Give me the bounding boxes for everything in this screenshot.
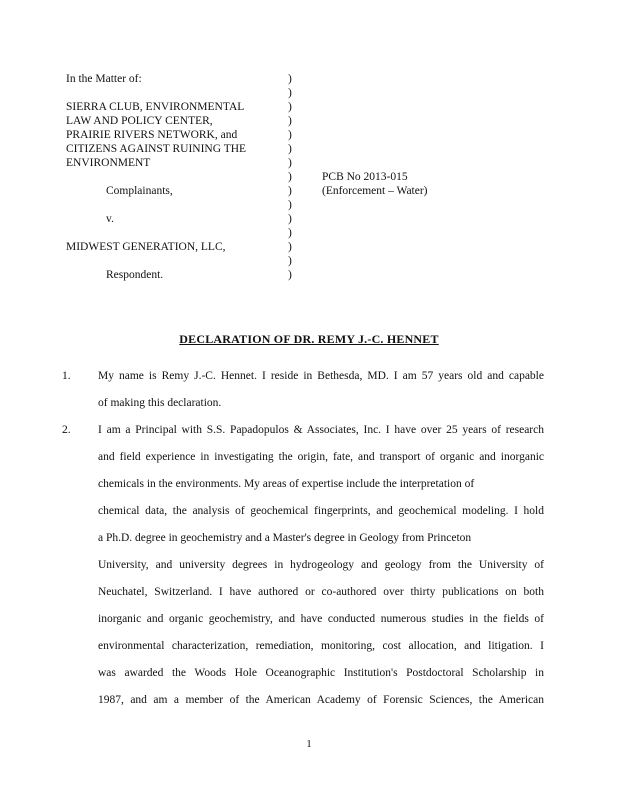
caption-paren: )	[288, 269, 292, 281]
complainant-party: PRAIRIE RIVERS NETWORK, and	[66, 129, 238, 141]
caption-row	[66, 268, 546, 282]
caption-row	[66, 212, 546, 226]
complainant-party: SIERRA CLUB, ENVIRONMENTAL	[66, 101, 245, 113]
versus-label: v.	[106, 213, 114, 225]
caption-paren: )	[288, 171, 292, 183]
caption-row	[66, 128, 546, 142]
body-line: 1987, and am a member of the American Academy of Forensic Sciences, the American	[98, 694, 544, 706]
complainant-party: CITIZENS AGAINST RUINING THE	[66, 143, 247, 155]
caption-paren: )	[288, 185, 292, 197]
body-line: University, and university degrees in hydrogeology and geology from the University of	[98, 559, 544, 571]
caption-row	[66, 114, 546, 128]
caption-paren: )	[288, 227, 292, 239]
caption-paren: )	[288, 157, 292, 169]
page-number: 1	[306, 738, 312, 750]
complainants-label: Complainants,	[106, 185, 173, 197]
caption-row	[66, 156, 546, 170]
paragraph-number: 2.	[62, 424, 71, 436]
caption-paren: )	[288, 199, 292, 211]
caption-row	[66, 86, 546, 100]
caption-row	[66, 198, 546, 212]
complainant-party: LAW AND POLICY CENTER,	[66, 115, 213, 127]
caption-row	[66, 240, 546, 254]
matter-label: In the Matter of:	[66, 73, 142, 85]
caption-paren: )	[288, 255, 292, 267]
caption-paren: )	[288, 115, 292, 127]
respondent-name: MIDWEST GENERATION, LLC,	[66, 241, 226, 253]
caption-paren: )	[288, 73, 292, 85]
caption-row	[66, 226, 546, 240]
complainant-party: ENVIRONMENT	[66, 157, 151, 169]
body-line: inorganic and organic geochemistry, and have conducted numerous studies in the fields of	[98, 613, 544, 625]
body-line: was awarded the Woods Hole Oceanographic Institution's Postdoctoral Scholarship in	[98, 667, 544, 679]
body-line: environmental characterization, remediation, monitoring, cost allocation, and litigation. I	[98, 640, 544, 652]
caption-paren: )	[288, 87, 292, 99]
declaration-title: DECLARATION OF DR. REMY J.-C. HENNET	[179, 332, 439, 346]
body-line: My name is Remy J.-C. Hennet. I reside in Bethesda, MD. I am 57 years old and capable	[98, 370, 544, 382]
caption-row	[66, 184, 546, 198]
caption-row	[66, 254, 546, 268]
caption-paren: )	[288, 213, 292, 225]
body-line: a Ph.D. degree in geochemistry and a Master's degree in Geology from Princeton	[98, 532, 472, 544]
caption-row	[66, 142, 546, 156]
caption-row	[66, 170, 546, 184]
body-line: Neuchatel, Switzerland. I have authored or co-authored over thirty publications on both	[98, 586, 544, 598]
caption-paren: )	[288, 101, 292, 113]
body-line: chemical data, the analysis of geochemical fingerprints, and geochemical modeling. I hold	[98, 505, 544, 517]
body-line: of making this declaration.	[98, 397, 222, 409]
caption-paren: )	[288, 241, 292, 253]
respondent-label: Respondent.	[106, 269, 164, 281]
paragraph-number: 1.	[62, 370, 71, 382]
body-line: and field experience in investigating the origin, fate, and transport of organic and inorganic	[98, 451, 544, 463]
caption-row	[66, 100, 546, 114]
caption-row	[66, 72, 546, 86]
case-number: PCB No 2013-015	[322, 171, 408, 183]
case-caption	[66, 72, 546, 282]
body-line: chemicals in the environments. My areas of expertise include the interpretation of	[98, 478, 475, 490]
case-type: (Enforcement – Water)	[322, 185, 428, 197]
caption-paren: )	[288, 129, 292, 141]
caption-paren: )	[288, 143, 292, 155]
body-line: I am a Principal with S.S. Papadopulos & Associates, Inc. I have over 25 years of research	[98, 424, 544, 436]
